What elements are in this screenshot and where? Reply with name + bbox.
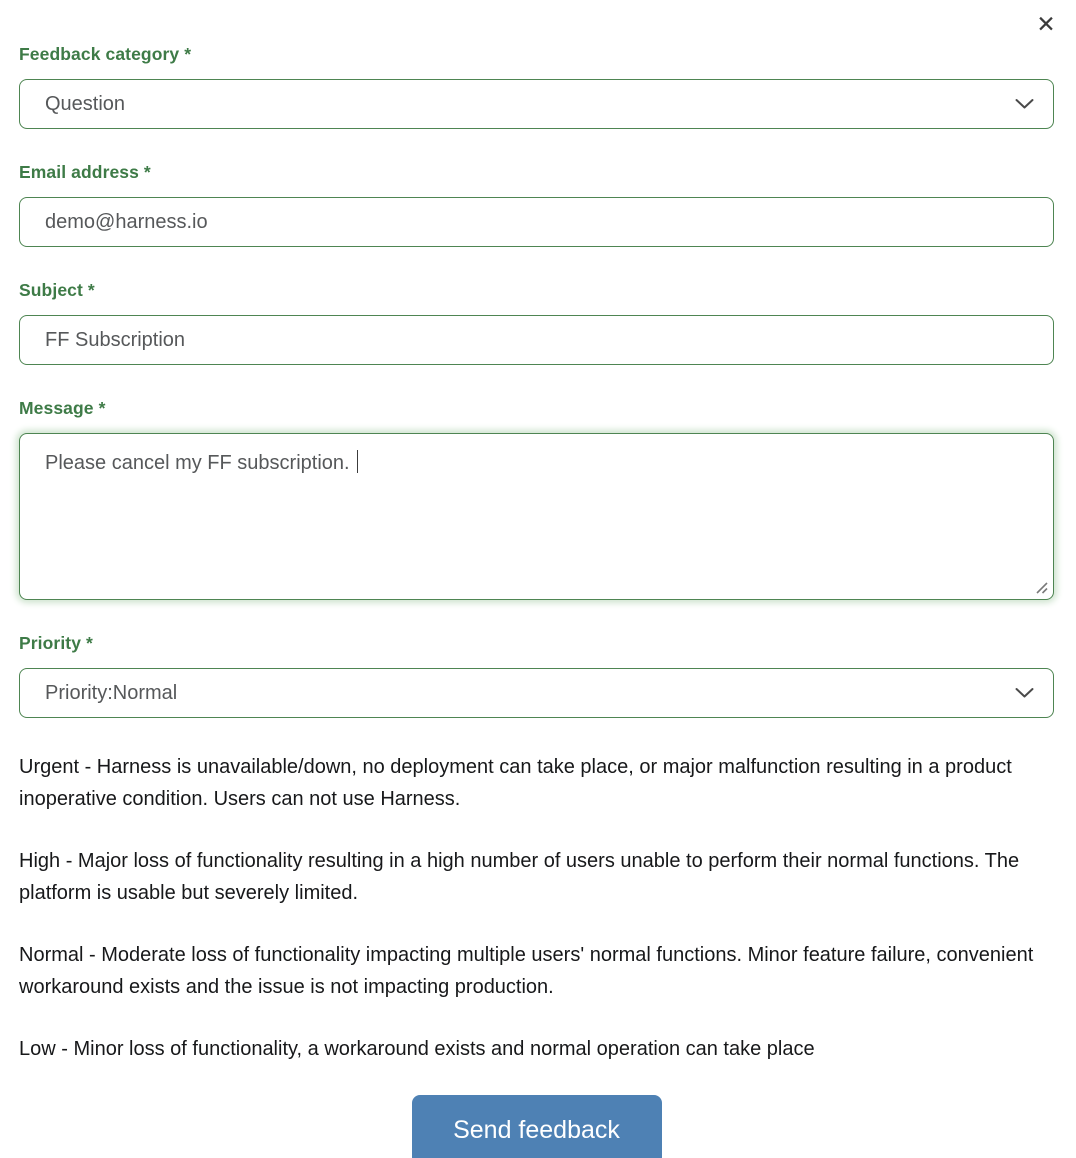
- priority-descriptions: [19, 751, 1054, 1065]
- chevron-down-icon: [1015, 99, 1034, 110]
- priority-select[interactable]: [19, 668, 1054, 718]
- form-actions: [19, 1095, 1054, 1158]
- priority-description-low: Low - Minor loss of functionality, a workaround exists and normal operation can take place: [19, 1038, 815, 1060]
- feedback-category-select[interactable]: [19, 79, 1054, 129]
- email-label: Email address *: [19, 162, 151, 182]
- priority-label: Priority *: [19, 633, 93, 653]
- email-field: [19, 162, 1054, 247]
- email-input[interactable]: [19, 197, 1054, 247]
- priority-field: [19, 633, 1054, 718]
- message-text: Please cancel my FF subscription.: [45, 452, 350, 474]
- message-field: [19, 398, 1054, 600]
- subject-field: [19, 280, 1054, 365]
- close-icon[interactable]: ✕: [1032, 10, 1060, 38]
- send-feedback-button[interactable]: Send feedback: [412, 1095, 662, 1158]
- message-label: Message *: [19, 398, 106, 418]
- subject-label: Subject *: [19, 280, 95, 300]
- subject-input[interactable]: [19, 315, 1054, 365]
- priority-description-high: High - Major loss of functionality resulting in a high number of users unable to perform their normal functions. The platform is usable but severely limited.: [19, 850, 1020, 904]
- priority-value: Priority:Normal: [45, 681, 178, 704]
- feedback-category-value: Question: [45, 92, 126, 115]
- text-caret: [357, 450, 359, 473]
- chevron-down-icon: [1015, 688, 1034, 699]
- message-textarea[interactable]: [19, 433, 1054, 600]
- feedback-category-field: [19, 44, 1054, 129]
- feedback-category-label: Feedback category *: [19, 44, 192, 64]
- resize-handle-icon[interactable]: [1034, 580, 1049, 595]
- priority-description-urgent: Urgent - Harness is unavailable/down, no deployment can take place, or major malfunction resulting in a product inoperative condition. Users can not use Harness.: [19, 756, 1012, 810]
- priority-description-normal: Normal - Moderate loss of functionality impacting multiple users' normal functions. Minor feature failure, convenient workaround exists and the issue is not impacting production.: [19, 944, 1034, 998]
